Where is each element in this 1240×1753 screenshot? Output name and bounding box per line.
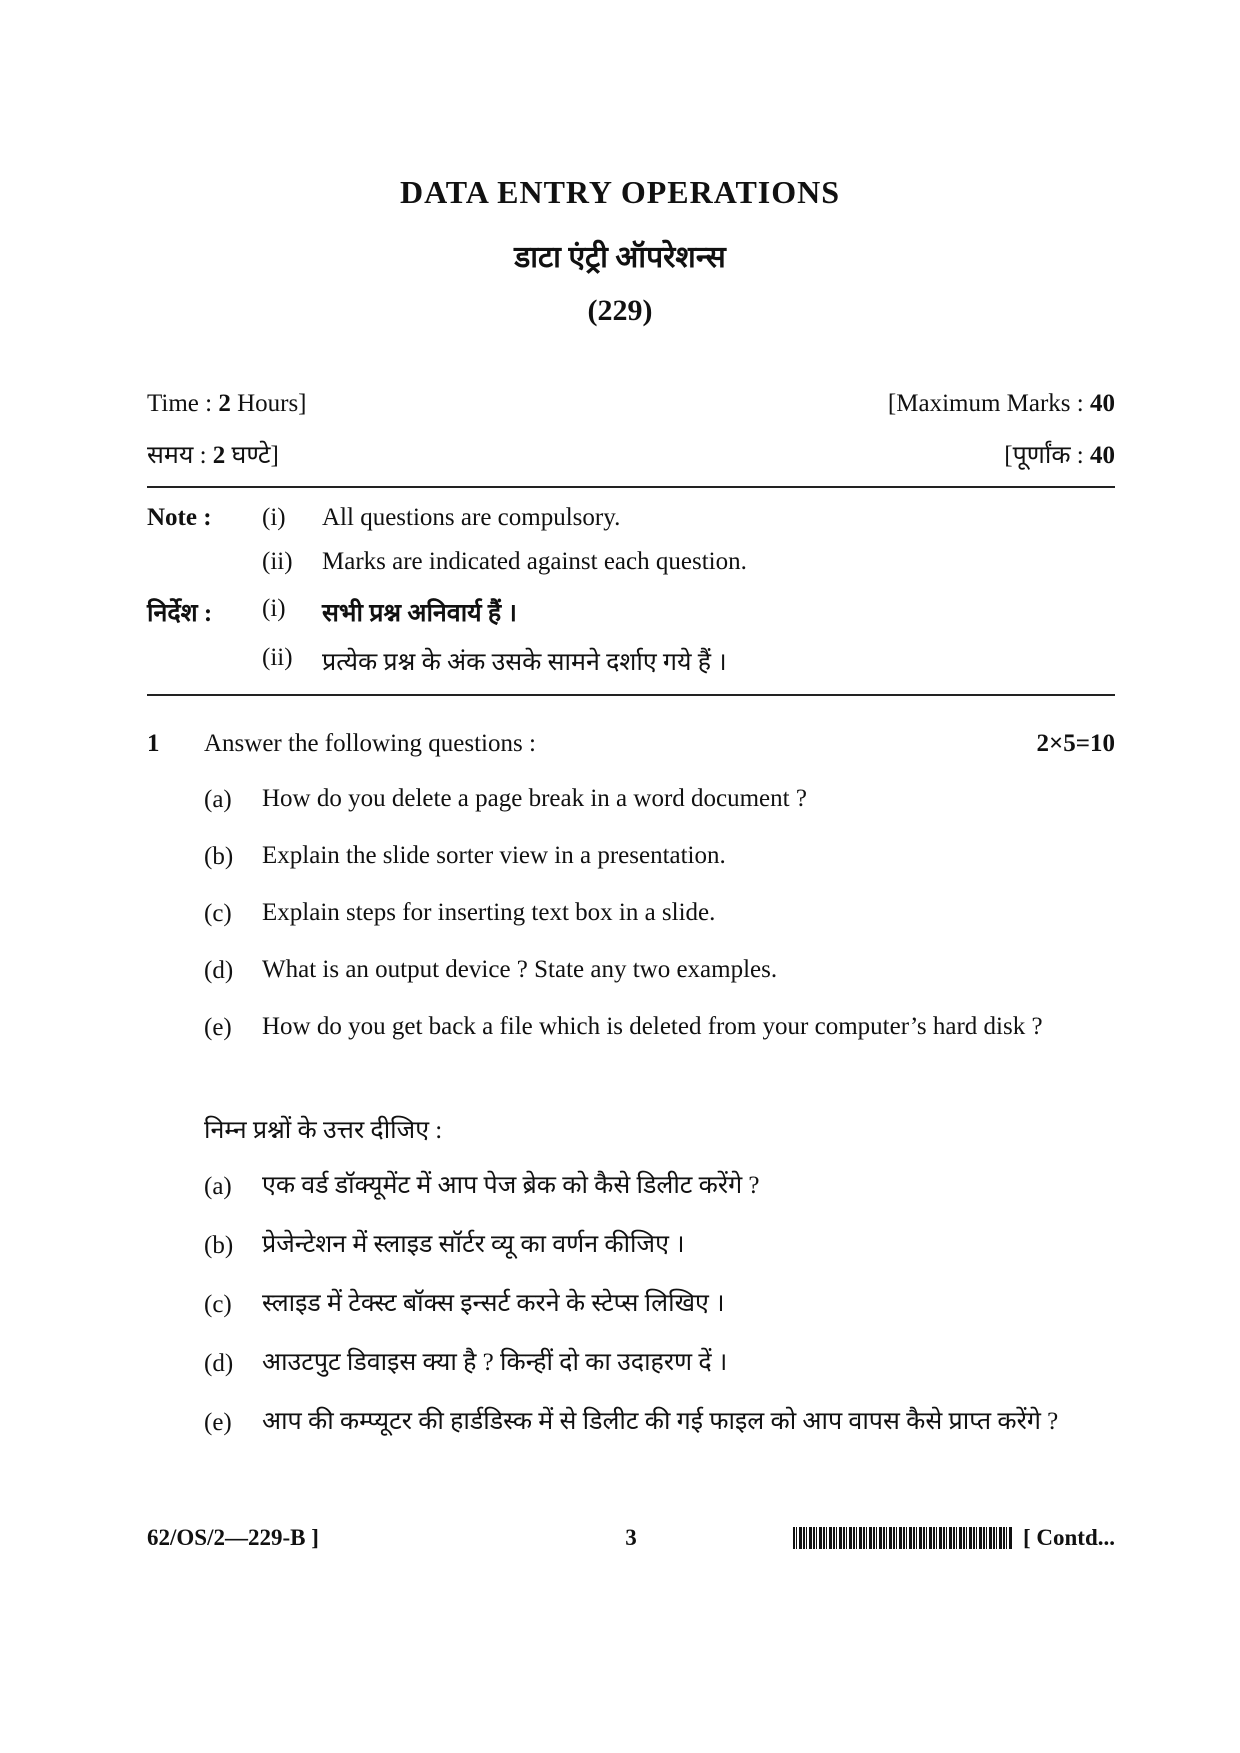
part-label: (d) [204,957,234,984]
note-label-en: Note : [147,504,212,531]
exam-title-hindi: डाटा एंट्री ऑपरेशन्स [514,241,726,274]
part-label: (a) [204,786,232,813]
time-en: Time : 2 Hours] [147,390,307,417]
part-text: How do you delete a page break in a word document ? [262,785,807,812]
max-marks-hi: [पूर्णांक : 40 [1004,442,1115,469]
part-text: What is an output device ? State any two examples. [262,956,778,983]
note-num: (i) [262,504,286,531]
footer-right [793,1525,1115,1551]
note-text: Marks are indicated against each question. [322,548,747,575]
note-text: सभी प्रश्न अनिवार्य हैं । [322,600,517,627]
question-marks: 2×5=10 [1036,730,1115,757]
divider-bottom [147,694,1115,696]
question-heading-en: Answer the following questions : [204,730,536,757]
barcode-icon [793,1527,1013,1549]
part-text: आप की कम्प्यूटर की हार्डडिस्क में से डिलीट की गई फाइल को आप वापस कैसे प्राप्त करेंगे ? [262,1408,1059,1435]
part-text: Explain the slide sorter view in a presentation. [262,842,726,869]
note-num: (ii) [262,548,293,575]
page-number: 3 [625,1525,637,1550]
divider-top [147,486,1115,488]
part-text: स्लाइड में टेक्स्ट बॉक्स इन्सर्ट करने के स्टेप्स लिखिए । [262,1290,725,1317]
max-marks-en: [Maximum Marks : 40 [887,390,1115,417]
part-text: आउटपुट डिवाइस क्या है ? किन्हीं दो का उदाहरण दें । [262,1349,728,1376]
time-hi: समय : 2 घण्टे] [147,442,279,469]
continued-label: [ Contd... [1022,1525,1115,1550]
note-text: All questions are compulsory. [322,504,621,531]
question-number: 1 [147,730,160,757]
note-text: प्रत्येक प्रश्न के अंक उसके सामने दर्शाए गये हैं । [322,649,727,676]
exam-title: DATA ENTRY OPERATIONS [399,174,841,210]
part-label: (d) [204,1350,234,1377]
paper-code: 62/OS/2—229-B ] [147,1525,319,1550]
part-text: प्रेजेन्टेशन में स्लाइड सॉर्टर व्यू का वर्णन कीजिए । [262,1231,685,1258]
part-label: (c) [204,900,232,927]
part-label: (a) [204,1173,232,1200]
part-text: How do you get back a file which is deleted from your computer’s hard disk ? [262,1013,1043,1040]
question-heading-hi: निम्न प्रश्नों के उत्तर दीजिए : [204,1117,443,1144]
part-label: (e) [204,1409,232,1436]
part-label: (c) [204,1291,232,1318]
note-label-hi: निर्देश : [147,600,213,627]
part-label: (b) [204,843,234,870]
note-num: (ii) [262,644,293,671]
part-text: Explain steps for inserting text box in a slide. [262,899,716,926]
part-label: (b) [204,1232,234,1259]
subject-code: (229) [587,294,653,327]
note-num: (i) [262,595,286,622]
part-text: एक वर्ड डॉक्यूमेंट में आप पेज ब्रेक को कैसे डिलीट करेंगे ? [262,1172,760,1199]
part-label: (e) [204,1014,232,1041]
